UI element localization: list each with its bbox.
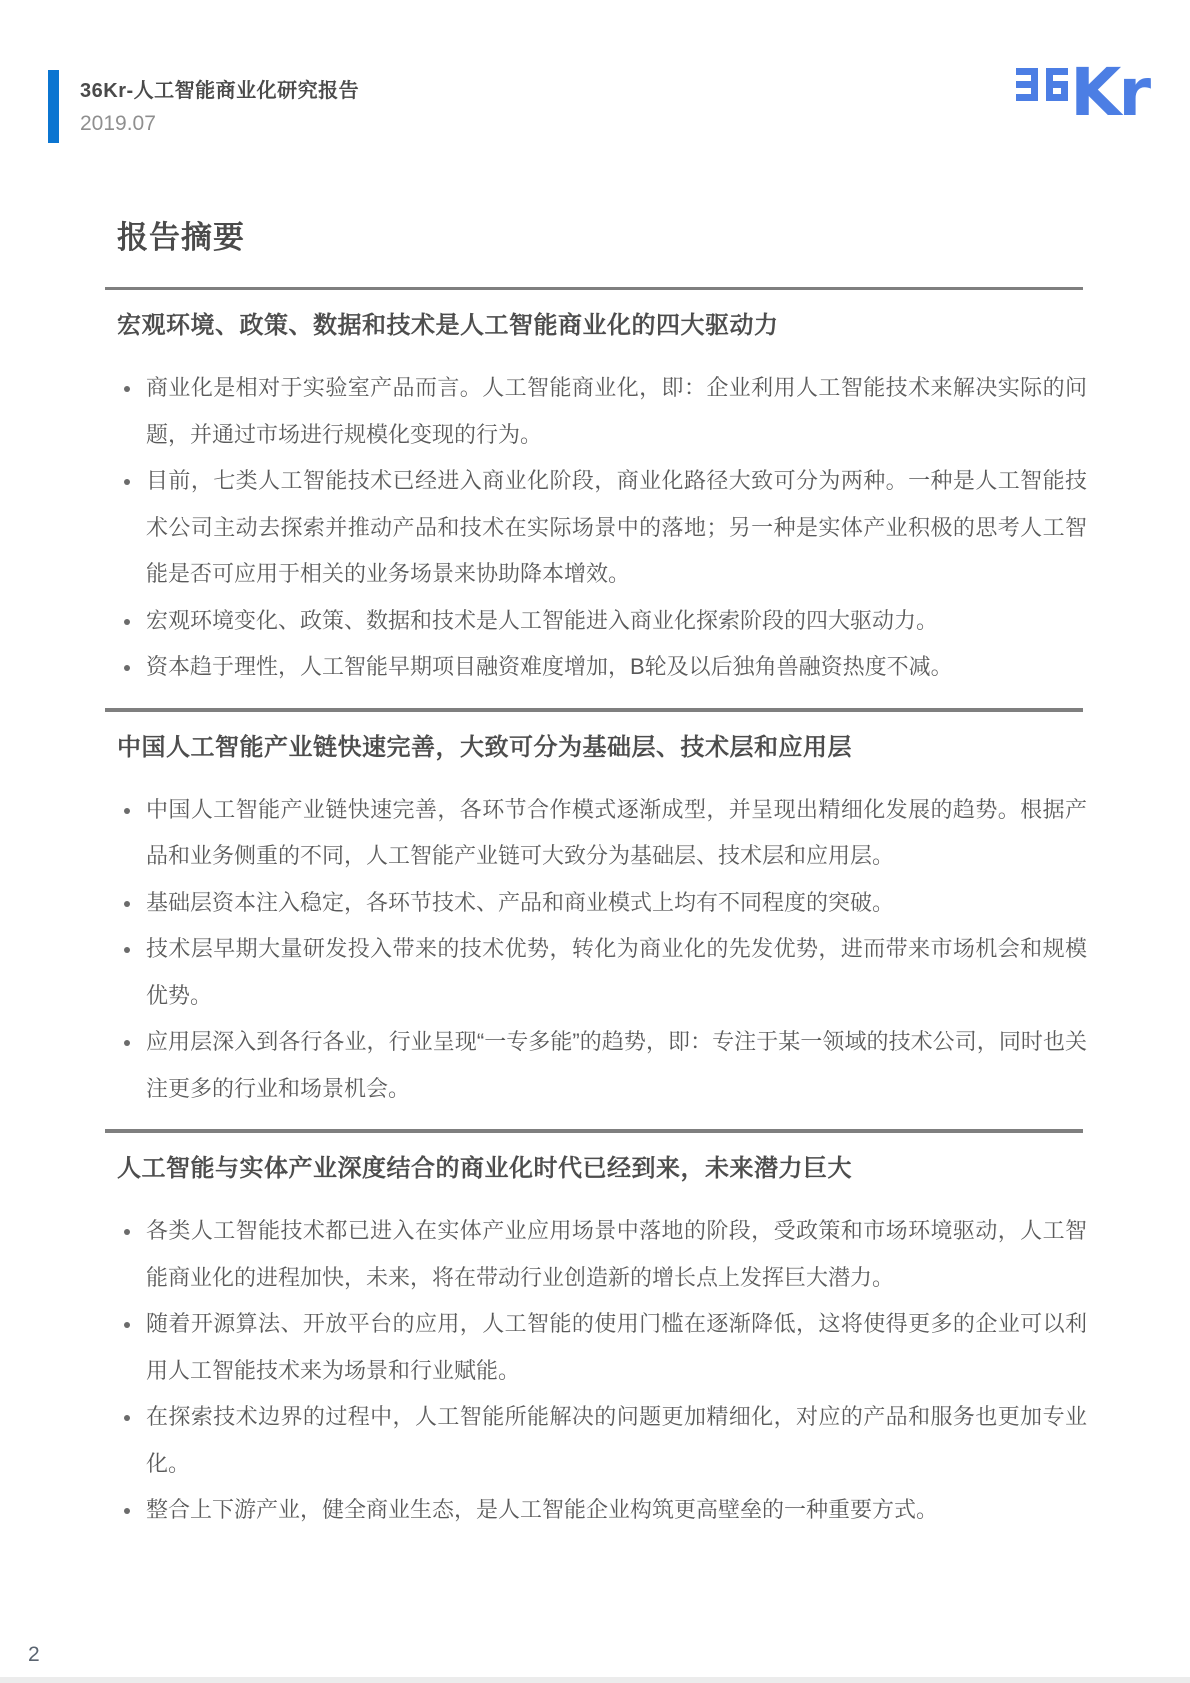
bullet-marker [124, 479, 130, 485]
report-summary-page [115, 212, 1087, 1534]
page-number: 2 [28, 1643, 40, 1666]
bullet-text: 在探索技术边界的过程中，人工智能所能解决的问题更加精细化，对应的产品和服务也更加专业化。 [146, 1404, 1087, 1476]
bullet-marker [124, 619, 130, 625]
section-divider [105, 708, 1083, 712]
list-item [117, 1208, 1087, 1301]
bullet-text: 商业化是相对于实验室产品而言。人工智能商业化，即：企业利用人工智能技术来解决实际的问题，并通过市场进行规模化变现的行为。 [146, 375, 1087, 447]
report-date: 2019.07 [80, 112, 156, 135]
title-divider [105, 287, 1083, 290]
header-accent-bar [48, 70, 59, 143]
list-item [117, 365, 1087, 458]
bullet-text: 中国人工智能产业链快速完善，各环节合作模式逐渐成型，并呈现出精细化发展的趋势。根据产品和业务侧重的不同，人工智能产业链可大致分为基础层、技术层和应用层。 [146, 796, 1087, 868]
list-item [117, 1301, 1087, 1394]
bullet-text: 资本趋于理性，人工智能早期项目融资难度增加，B轮及以后独角兽融资热度不减。 [146, 654, 953, 679]
page-title: 报告摘要 [117, 220, 245, 255]
bullet-text: 目前，七类人工智能技术已经进入商业化阶段，商业化路径大致可分为两种。一种是人工智能技术公司主动去探索并推动产品和技术在实际场景中的落地；另一种是实体产业积极的思考人工智能是否可应用于相关的业务场景来协助降本增效。 [146, 468, 1087, 586]
list-item [117, 644, 1087, 691]
bullet-text: 基础层资本注入稳定，各环节技术、产品和商业模式上均有不同程度的突破。 [146, 889, 895, 915]
section-heading-real-economy: 人工智能与实体产业深度结合的商业化时代已经到来，未来潜力巨大 [117, 1155, 852, 1182]
list-item [117, 1394, 1087, 1487]
list-item [117, 458, 1087, 598]
section-heading-drivers: 宏观环境、政策、数据和技术是人工智能商业化的四大驱动力 [117, 312, 779, 339]
bullet-marker [124, 1508, 130, 1514]
section-divider [105, 1129, 1083, 1133]
bullet-marker [124, 665, 130, 671]
bullet-marker [124, 1040, 130, 1046]
bullet-marker [124, 1415, 130, 1421]
bullet-text: 宏观环境变化、政策、数据和技术是人工智能进入商业化探索阶段的四大驱动力。 [146, 607, 939, 633]
list-item [117, 1019, 1087, 1112]
footer-strip [0, 1677, 1190, 1683]
list-item [117, 880, 1087, 927]
bullet-list-industry-chain [115, 787, 1087, 1113]
list-item [117, 926, 1087, 1019]
bullet-list-real-economy [115, 1208, 1087, 1534]
bullet-text: 随着开源算法、开放平台的应用，人工智能的使用门槛在逐渐降低，这将使得更多的企业可以利用人工智能技术来为场景和行业赋能。 [146, 1311, 1087, 1383]
page-header [0, 0, 1190, 160]
bullet-list-drivers [115, 365, 1087, 691]
section-heading-industry-chain: 中国人工智能产业链快速完善，大致可分为基础层、技术层和应用层 [117, 733, 852, 761]
bullet-text: 技术层早期大量研发投入带来的技术优势，转化为商业化的先发优势，进而带来市场机会和规模优势。 [146, 936, 1087, 1008]
list-item [117, 787, 1087, 880]
bullet-marker [124, 947, 130, 953]
logo-36-icon [1016, 66, 1070, 101]
list-item [117, 598, 1087, 645]
bullet-marker [124, 901, 130, 907]
bullet-text: 各类人工智能技术都已进入在实体产业应用场景中落地的阶段，受政策和市场环境驱动，人工智能商业化的进程加快，未来，将在带动行业创造新的增长点上发挥巨大潜力。 [146, 1218, 1087, 1290]
bullet-marker [124, 1229, 130, 1235]
bullet-text: 应用层深入到各行各业，行业呈现“一专多能”的趋势，即：专注于某一领域的技术公司，同时也关注更多的行业和场景机会。 [146, 1029, 1087, 1101]
bullet-marker [124, 1322, 130, 1328]
list-item [117, 1487, 1087, 1534]
logo-kr-text: Kr [1070, 54, 1148, 131]
bullet-marker [124, 808, 130, 814]
report-title: 36Kr-人工智能商业化研究报告 [80, 80, 360, 102]
bullet-marker [124, 386, 130, 392]
36kr-logo [1016, 54, 1148, 131]
bullet-text: 整合上下游产业，健全商业生态，是人工智能企业构筑更高壁垒的一种重要方式。 [146, 1497, 939, 1522]
